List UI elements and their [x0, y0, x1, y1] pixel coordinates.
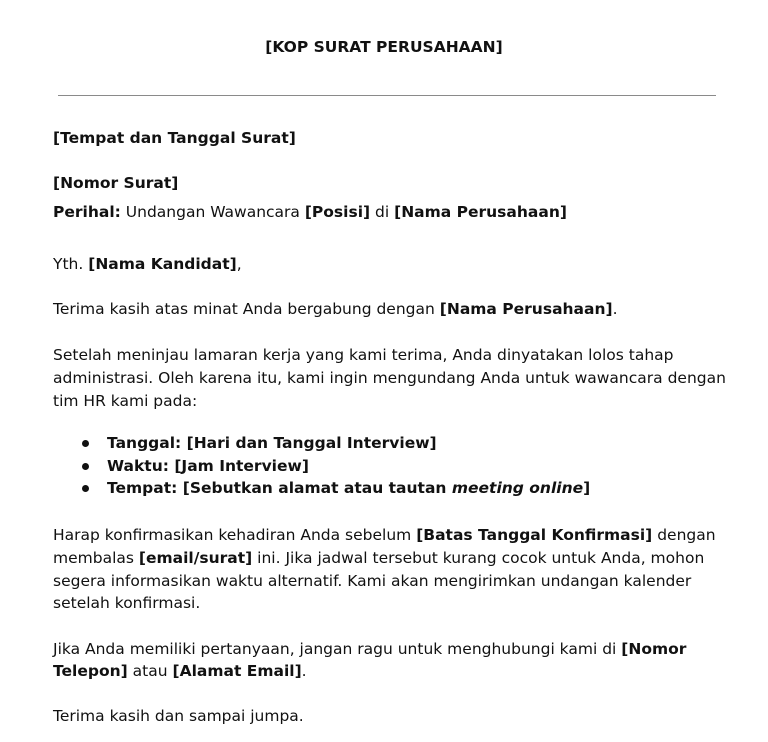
- invite-line-2: administrasi. Oleh karena itu, kami ingin mengundang Anda untuk wawancara dengan: [53, 369, 726, 387]
- letterhead-divider: [58, 95, 716, 96]
- invite-line-1: Setelah meninjau lamaran kerja yang kami terima, Anda dinyatakan lolos tahap: [53, 346, 674, 364]
- confirm-l2-text: membalas: [53, 549, 139, 567]
- thanks-end: .: [612, 300, 618, 318]
- contact-phone-end: Telepon]: [53, 662, 128, 680]
- detail-place-italic: meeting online: [451, 479, 584, 497]
- subject-position: [Posisi]: [304, 203, 371, 221]
- detail-time-text: Waktu: [Jam Interview]: [107, 456, 309, 475]
- detail-place-prefix: Tempat: [Sebutkan alamat atau tautan: [107, 479, 452, 497]
- confirm-line-1: [53, 524, 716, 546]
- salutation-candidate: [Nama Kandidat]: [88, 255, 237, 273]
- confirm-line-3: segera informasikan waktu alternatif. Kami akan mengirimkan undangan kalender: [53, 572, 692, 590]
- detail-place-suffix: ]: [583, 479, 591, 497]
- contact-phone-start: [Nomor: [621, 640, 687, 658]
- detail-date-text: Tanggal: [Hari dan Tanggal Interview]: [107, 434, 437, 452]
- salutation: [53, 253, 713, 275]
- confirm-l1-text: Harap konfirmasikan kehadiran Anda sebelum: [53, 526, 417, 544]
- salutation-suffix: ,: [236, 255, 242, 273]
- detail-date: [53, 432, 590, 455]
- closing: Terima kasih dan sampai jumpa.: [53, 707, 304, 725]
- detail-time: [53, 455, 590, 478]
- subject-text-2: di: [370, 203, 395, 221]
- contact-line-2: [53, 660, 713, 682]
- bullet-icon: [82, 485, 89, 492]
- thanks-company: [Nama Perusahaan]: [439, 300, 613, 318]
- letter-number: [Nomor Surat]: [53, 174, 179, 192]
- contact-l1-text: Jika Anda memiliki pertanyaan, jangan ragu untuk menghubungi kami di: [53, 640, 622, 658]
- thanks-text: Terima kasih atas minat Anda bergabung dengan: [53, 300, 440, 318]
- confirm-l1-end: dengan: [652, 526, 716, 544]
- confirm-line-2: [53, 547, 713, 569]
- confirm-medium: [email/surat]: [138, 549, 253, 567]
- detail-place: [53, 477, 590, 500]
- place-and-date: [Tempat dan Tanggal Surat]: [53, 129, 296, 147]
- subject-line: [53, 201, 713, 223]
- contact-email: [Alamat Email]: [172, 662, 302, 680]
- contact-l2-text: atau: [127, 662, 173, 680]
- contact-l2-end: .: [301, 662, 307, 680]
- bullet-icon: [82, 463, 89, 470]
- confirm-line-4: setelah konfirmasi.: [53, 594, 201, 612]
- salutation-prefix: Yth.: [53, 255, 89, 273]
- interview-details-list: [53, 432, 590, 500]
- invite-line-3: tim HR kami pada:: [53, 392, 198, 410]
- letterhead: [KOP SURAT PERUSAHAAN]: [265, 38, 503, 56]
- contact-line-1: [53, 638, 713, 660]
- bullet-icon: [82, 440, 89, 447]
- subject-label: Perihal:: [53, 203, 121, 221]
- subject-text-1: Undangan Wawancara: [120, 203, 305, 221]
- confirm-l2-end: ini. Jika jadwal tersebut kurang cocok untuk Anda, mohon: [252, 549, 705, 567]
- confirm-deadline: [Batas Tanggal Konfirmasi]: [416, 526, 653, 544]
- thanks-paragraph: [53, 298, 713, 320]
- subject-company: [Nama Perusahaan]: [394, 203, 567, 221]
